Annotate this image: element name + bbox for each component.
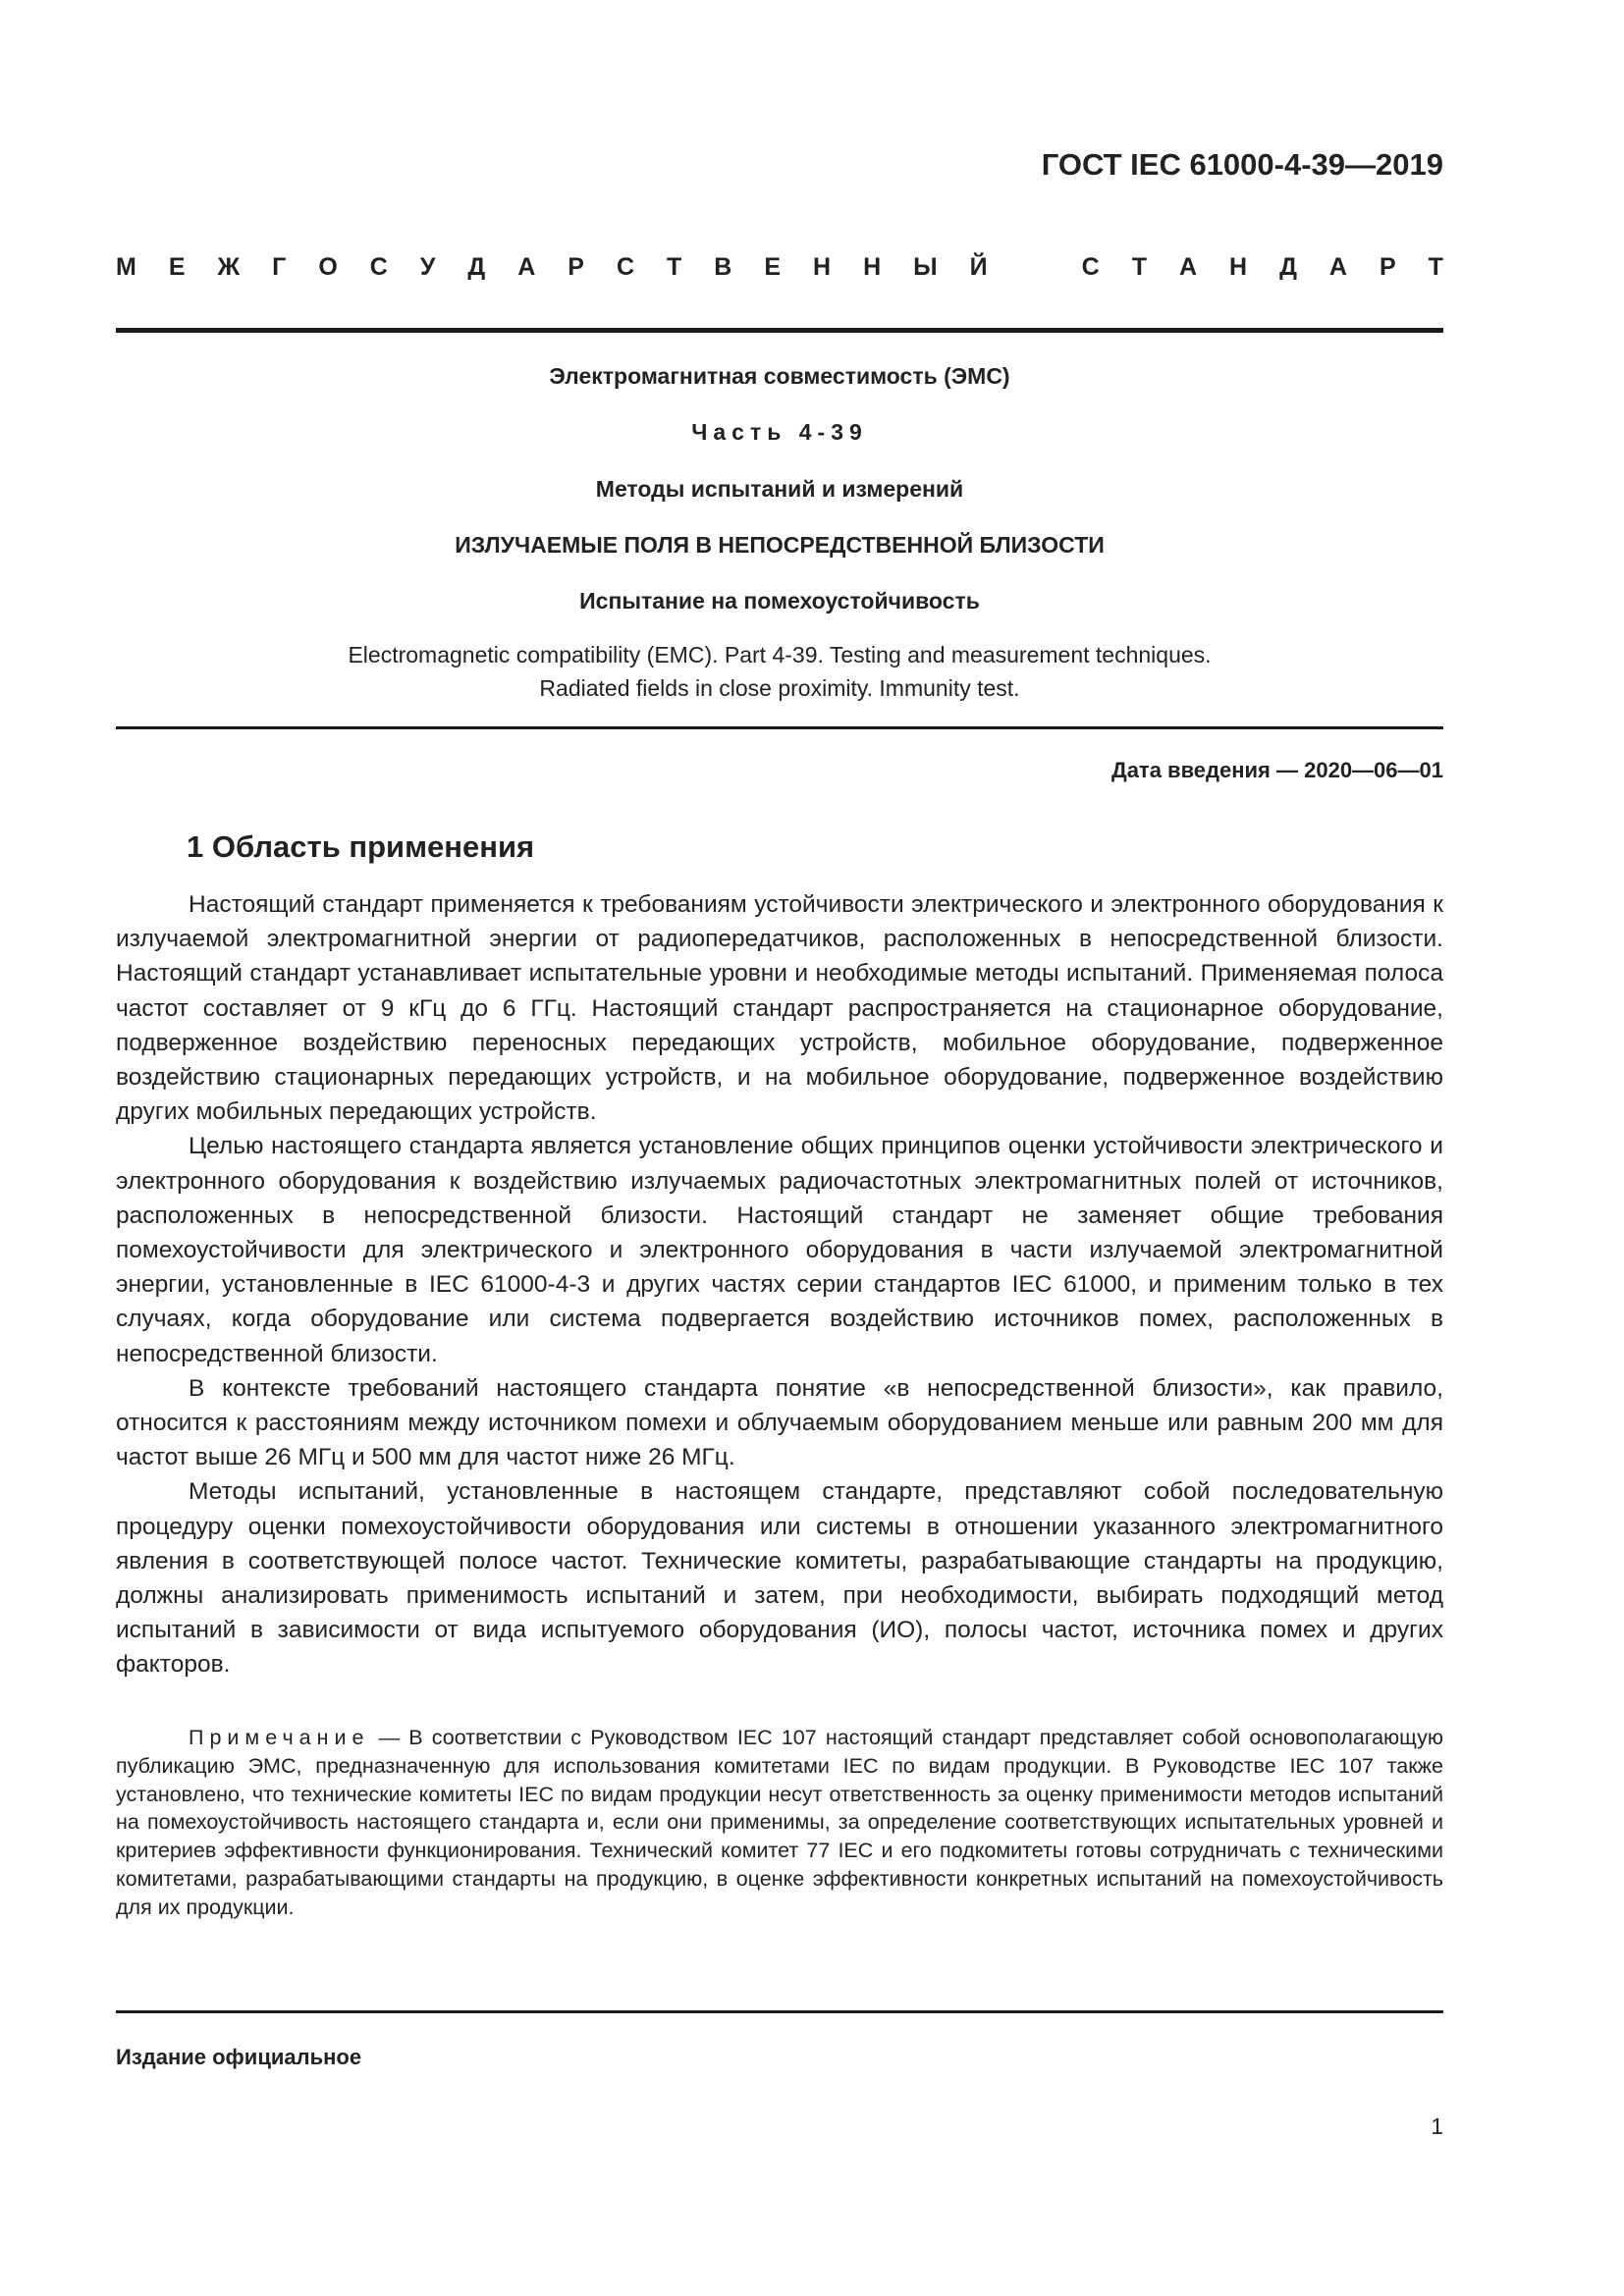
section-body	[116, 887, 1443, 1682]
letter: А	[517, 253, 536, 281]
note-block	[116, 1724, 1443, 1922]
letter: Р	[568, 253, 584, 281]
note-text: — В соответствии с Руководством IEC 107 настоящий стандарт представляет собой основополагающую публикацию ЭМС, предназначенную для использования комитетами IEC по видам продукции. В Руководстве IEC 107 также установлено, что технические комитеты IEC по видам продукции несут ответственность за оценку применимости методов испытаний на помехоустойчивость настоящего стандарта и, если они применимы, за определение соответствующих испытательных уровней и критериев эффективности функционирования. Технический комитет 77 IEC и его подкомитеты готовы сотрудничать с техническими комитетами, разрабатывающими стандарты на продукцию, в оценке эффективности конкретных испытаний на помехоустойчивость для их продукции.	[116, 1726, 1443, 1919]
note-paragraph	[116, 1724, 1443, 1922]
paragraph: Методы испытаний, установленные в настоящем стандарте, представляют собой последовательную процедуру оценки помехоустойчивости оборудования или системы в отношении указанного электромагнитного явления в соответствующей полосе частот. Технические комитеты, разрабатывающие стандарты на продукцию, должны анализировать применимость испытаний и затем, при необходимости, выбирать подходящий метод испытаний в зависимости от вида испытуемого оборудования (ИО), полосы частот, источника помех и других факторов.	[116, 1478, 1443, 1679]
title-part: Часть 4-39	[691, 419, 868, 445]
document-number: ГОСТ IEC 61000-4-39—2019	[1041, 147, 1443, 182]
letter: А	[1328, 253, 1347, 281]
page-number: 1	[1431, 2113, 1443, 2139]
letter: Е	[764, 253, 782, 281]
word-gap	[1020, 253, 1050, 282]
letter: Н	[1229, 253, 1248, 281]
letter: Н	[813, 253, 832, 281]
letter: Й	[969, 253, 988, 281]
standard-type-heading	[116, 253, 1443, 282]
note-label: Примечание	[189, 1726, 370, 1749]
official-edition-label: Издание официальное	[116, 2045, 362, 2069]
letter: Р	[1379, 253, 1396, 281]
letter: В	[714, 253, 732, 281]
english-title-line-2: Radiated fields in close proximity. Immunity test.	[539, 675, 1020, 701]
letter: О	[318, 253, 338, 281]
letter: Е	[168, 253, 186, 281]
letter: А	[1178, 253, 1198, 281]
letter: С	[616, 253, 635, 281]
title-divider	[116, 726, 1443, 729]
english-title-line-1: Electromagnetic compatibility (EMC). Part 4-39. Testing and measurement techniques.	[348, 642, 1212, 667]
letter: Н	[863, 253, 882, 281]
footer-divider	[116, 2010, 1443, 2013]
letter: Д	[467, 253, 486, 281]
section-heading: 1 Область применения	[187, 829, 535, 864]
paragraph: В контексте требований настоящего стандарта понятие «в непосредственной близости», как правило, относится к расстояниям между источником помехи и облучаемым оборудованием меньше или равным 200 мм для частот выше 26 МГц и 500 мм для частот ниже 26 МГц.	[116, 1374, 1443, 1471]
paragraph: Целью настоящего стандарта является установление общих принципов оценки устойчивости электрического и электронного оборудования к воздействию излучаемых радиочастотных электромагнитных полей от источников, расположенных в непосредственной близости. Настоящий стандарт не заменяет общие требования помехоустойчивости для электрического и электронного оборудования в части излучаемой электромагнитной энергии, установленные в IEC 61000-4-3 и других частях серии стандартов IEC 61000, и применим только в тех случаях, когда оборудование или система подвергается воздействию источников помех, расположенных в непосредственной близости.	[116, 1133, 1443, 1367]
title-line-1: Электромагнитная совместимость (ЭМС)	[549, 363, 1010, 389]
letter: Т	[1131, 253, 1147, 281]
title-line-3: Методы испытаний и измерений	[595, 476, 964, 502]
header-divider	[116, 328, 1443, 333]
letter: С	[1081, 253, 1100, 281]
title-line-4: ИЗЛУЧАЕМЫЕ ПОЛЯ В НЕПОСРЕДСТВЕННОЙ БЛИЗОСТИ	[455, 532, 1105, 558]
letter: Д	[1279, 253, 1297, 281]
letter: Ж	[217, 253, 241, 281]
letter: С	[369, 253, 388, 281]
letter: М	[116, 253, 136, 281]
letter: Т	[667, 253, 682, 281]
letter: Ы	[913, 253, 938, 281]
letter: Т	[1428, 253, 1443, 281]
introduction-date: Дата введения — 2020—06—01	[1111, 758, 1443, 782]
letter: У	[419, 253, 436, 281]
letter: Г	[272, 253, 287, 281]
paragraph: Настоящий стандарт применяется к требованиям устойчивости электрического и электронного оборудования к излучаемой электромагнитной энергии от радиопередатчиков, расположенных в непосредственной близости. Настоящий стандарт устанавливает испытательные уровни и необходимые методы испытаний. Применяемая полоса частот составляет от 9 кГц до 6 ГГц. Настоящий стандарт распространяется на стационарное оборудование, подверженное воздействию переносных передающих устройств, мобильное оборудование, подверженное воздействию стационарных передающих устройств, и на мобильное оборудование, подверженное воздействию других мобильных передающих устройств.	[116, 891, 1443, 1126]
title-line-5: Испытание на помехоустойчивость	[579, 588, 980, 614]
